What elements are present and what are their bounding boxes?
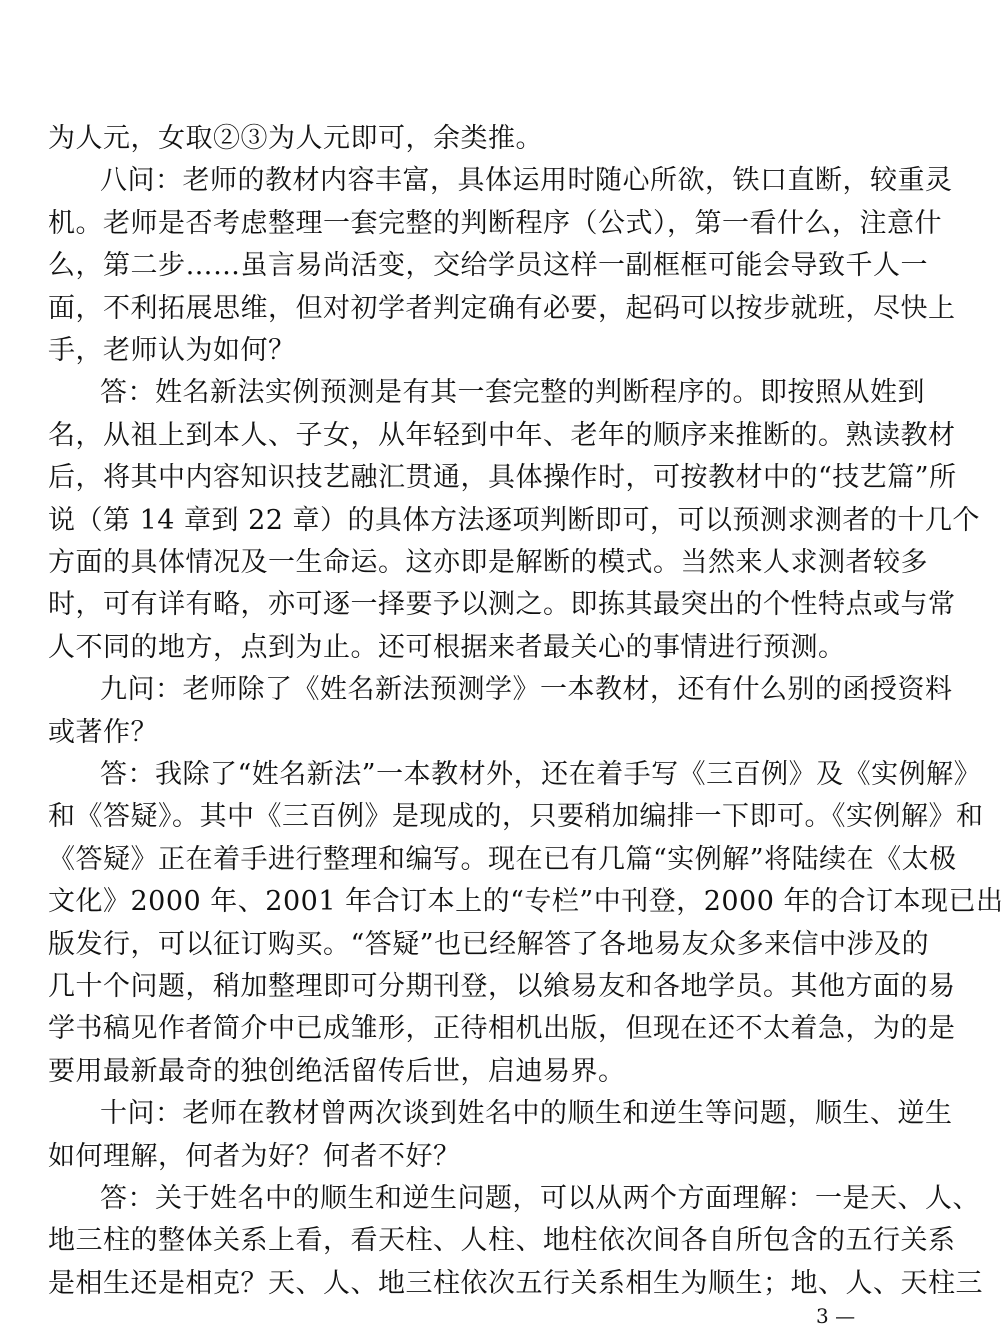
text-line: 九问：老师除了《姓名新法预测学》一本教材，还有什么别的函授资料 <box>100 674 953 705</box>
text-line: 机。老师是否考虑整理一套完整的判断程序（公式），第一看什么，注意什 <box>48 208 942 239</box>
text-line: 《答疑》正在着手进行整理和编写。现在已有几篇“实例解”将陆续在《太极 <box>48 844 957 875</box>
text-line: 后，将其中内容知识技艺融汇贯通，具体操作时，可按教材中的“技艺篇”所 <box>48 462 957 493</box>
text-line: 如何理解，何者为好？何者不好？ <box>48 1141 461 1172</box>
text-line: 说（第 14 章到 22 章）的具体方法逐项判断即可，可以预测求测者的十几个 <box>48 505 981 536</box>
text-line: 地三柱的整体关系上看，看天柱、人柱、地柱依次间各自所包含的五行关系 <box>48 1225 956 1256</box>
text-line: 或著作？ <box>48 717 158 748</box>
text-line: 答：关于姓名中的顺生和逆生问题，可以从两个方面理解：一是天、人、 <box>100 1183 980 1214</box>
text-line: 和《答疑》。其中《三百例》是现成的，只要稍加编排一下即可。《实例解》和 <box>48 801 984 832</box>
page-number: 3 — <box>816 1304 856 1328</box>
text-line: 学书稿见作者简介中已成雏形，正待相机出版，但现在还不太着急，为的是 <box>48 1013 956 1044</box>
text-line: 十问：老师在教材曾两次谈到姓名中的顺生和逆生等问题，顺生、逆生 <box>100 1098 953 1129</box>
text-line: 版发行，可以征订购买。“答疑”也已经解答了各地易友众多来信中涉及的 <box>48 929 930 960</box>
text-line: 时，可有详有略，亦可逐一择要予以测之。即拣其最突出的个性特点或与常 <box>48 589 956 620</box>
text-line: 人不同的地方，点到为止。还可根据来者最关心的事情进行预测。 <box>48 632 846 663</box>
text-line: 文化》2000 年、2001 年合订本上的“专栏”中刊登，2000 年的合订本现已出 <box>48 886 1004 917</box>
text-line: 么，第二步……虽言易尚活变，交给学员这样一副框框可能会导致千人一 <box>48 250 928 281</box>
text-line: 是相生还是相克？天、人、地三柱依次五行关系相生为顺生；地、人、天柱三 <box>48 1268 983 1299</box>
text-line: 手，老师认为如何？ <box>48 335 296 366</box>
text-line: 几十个问题，稍加整理即可分期刊登，以飨易友和各地学员。其他方面的易 <box>48 971 956 1002</box>
text-line: 八问：老师的教材内容丰富，具体运用时随心所欲，铁口直断，较重灵 <box>100 165 953 196</box>
text-line: 要用最新最奇的独创绝活留传后世，启迪易界。 <box>48 1056 626 1087</box>
text-line: 面，不利拓展思维，但对初学者判定确有必要，起码可以按步就班，尽快上 <box>48 293 956 324</box>
text-line: 为人元，女取②③为人元即可，余类推。 <box>48 123 543 154</box>
text-line: 名，从祖上到本人、子女，从年轻到中年、老年的顺序来推断的。熟读教材 <box>48 420 956 451</box>
text-line: 答：姓名新法实例预测是有其一套完整的判断程序的。即按照从姓到 <box>100 377 925 408</box>
text-line: 方面的具体情况及一生命运。这亦即是解断的模式。当然来人求测者较多 <box>48 547 928 578</box>
text-line: 答：我除了“姓名新法”一本教材外，还在着手写《三百例》及《实例解》 <box>100 759 982 790</box>
